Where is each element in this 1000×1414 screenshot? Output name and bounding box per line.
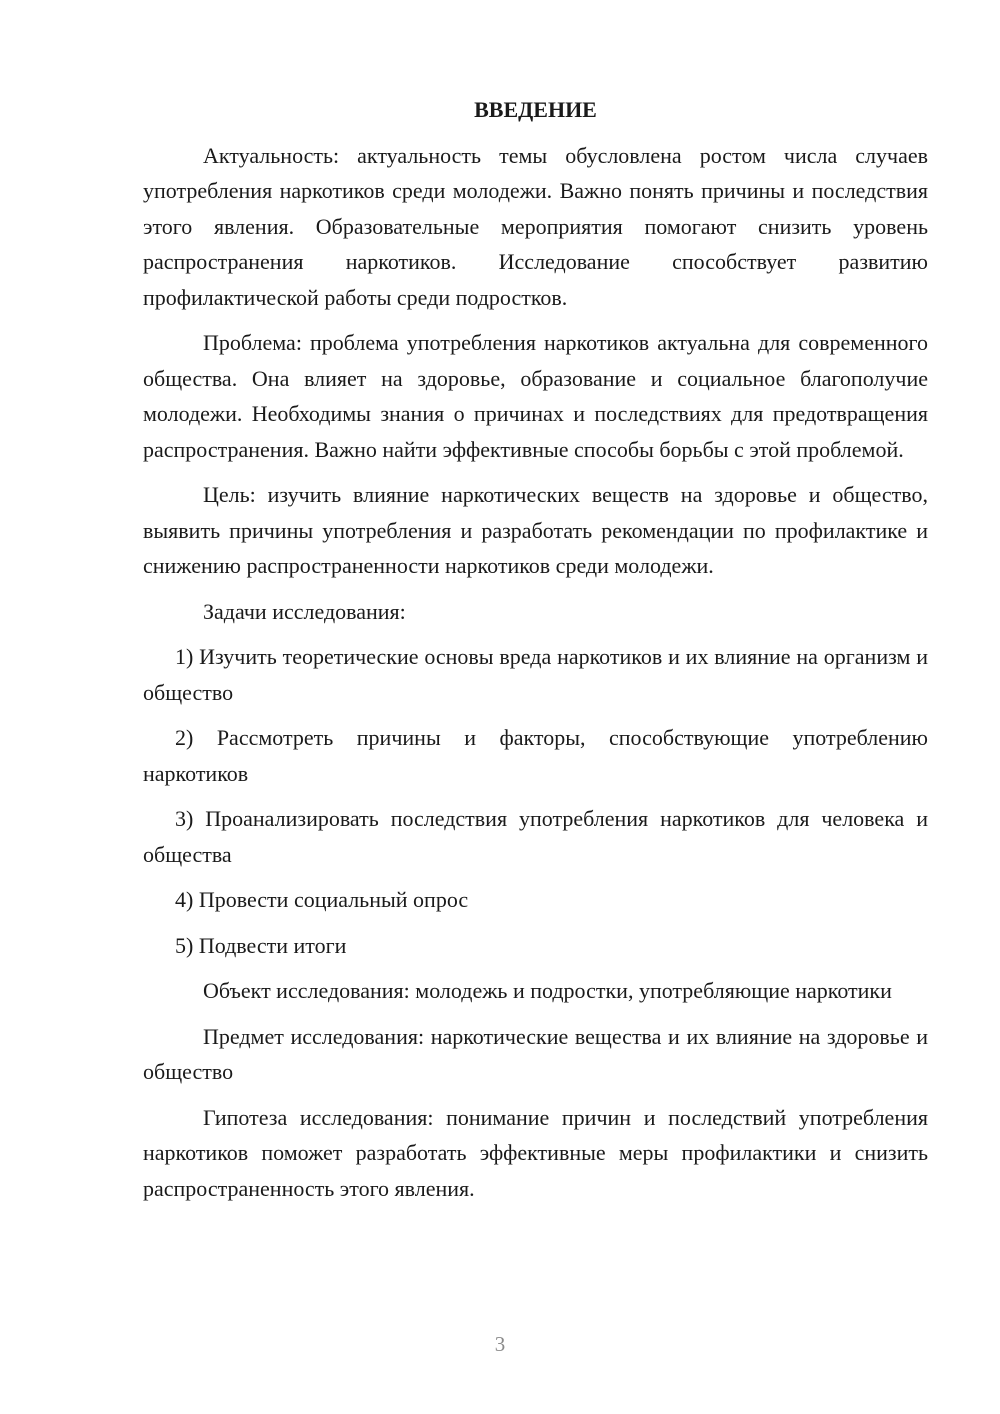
problem-paragraph: Проблема: проблема употребления наркотиков актуальна для современного общества. Она влияет на здоровье, образование и социальное благополучие молодежи. Необходимы знания о причинах и последствиях для предотвращения распространения. Важно найти эффективные способы борьбы с этой проблемой. (143, 330, 928, 462)
goal-paragraph: Цель: изучить влияние наркотических веществ на здоровье и общество, выявить причины употребления и разработать рекомендации по профилактике и снижению распространенности наркотиков среди молодежи. (143, 482, 928, 578)
tasks-heading: Задачи исследования: (203, 598, 406, 624)
hypothesis-paragraph: Гипотеза исследования: понимание причин и последствий употребления наркотиков поможет разработать эффективные меры профилактики и снизить распространенность этого явления. (143, 1104, 928, 1201)
subject-paragraph: Предмет исследования: наркотические вещества и их влияние на здоровье и общество (143, 1023, 928, 1084)
relevance-paragraph: Актуальность: актуальность темы обусловлена ростом числа случаев употребления наркотиков среди молодежи. Важно понять причины и последствия этого явления. Образовательные мероприятия помогают снизить уровень распространения наркотиков. Исследование способствует развитию профилактической работы среди подростков. (143, 142, 928, 310)
object-paragraph: Объект исследования: молодежь и подростки, употребляющие наркотики (203, 978, 892, 1003)
task-item-2: 2) Рассмотреть причины и факторы, способствующие употреблению наркотиков (143, 725, 928, 786)
page-title: ВВЕДЕНИЕ (474, 97, 597, 122)
task-item-4: 4) Провести социальный опрос (175, 887, 469, 912)
task-item-5: 5) Подвести итоги (175, 932, 347, 958)
document-page (143, 92, 928, 1206)
page-number: 3 (494, 1332, 506, 1356)
task-item-3: 3) Проанализировать последствия употребления наркотиков для человека и общества (143, 806, 928, 867)
task-item-1: 1) Изучить теоретические основы вреда наркотиков и их влияние на организм и общество (143, 644, 928, 705)
